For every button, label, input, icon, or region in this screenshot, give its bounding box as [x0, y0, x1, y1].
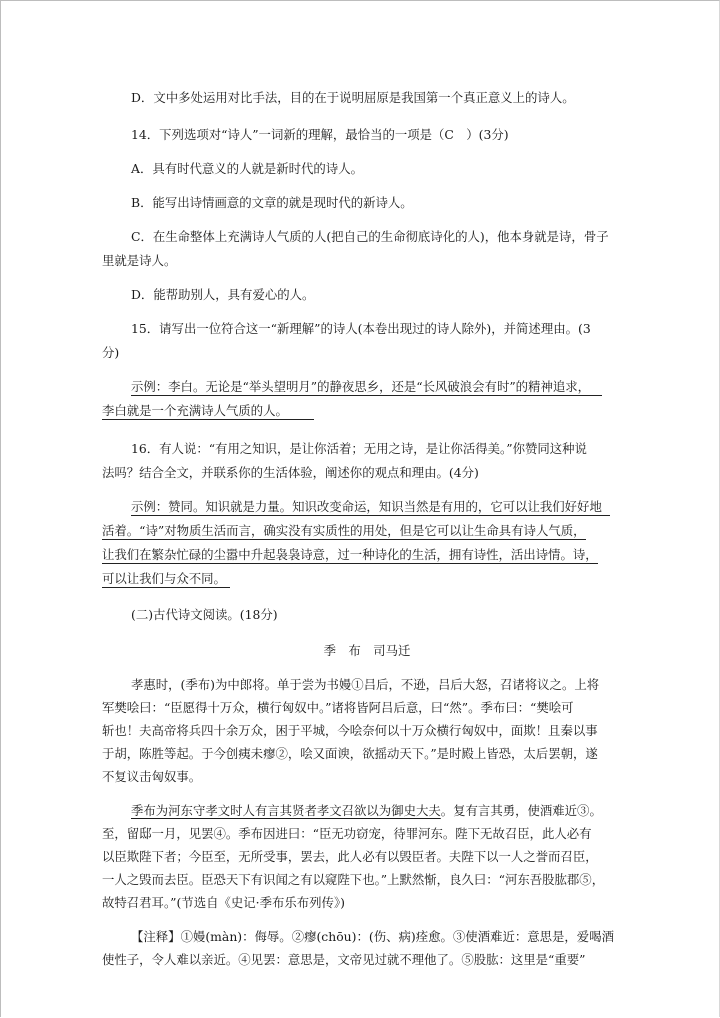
- passage-p1-line1: 孝惠时，(季布)为中郎将。单于尝为书嫚①吕后，不逊，吕后大怒，召诸将议之。上将: [131, 677, 600, 692]
- q14-option-d: D．能帮助别人，具有爱心的人。: [131, 287, 315, 302]
- q16-stem-line2: 法吗？结合全文，并联系你的生活体验，阐述你的观点和理由。(4分): [102, 465, 479, 480]
- passage-p2-line1-rest: 。复有言其勇，使酒难近③。: [440, 803, 602, 818]
- q16-answer-line4: [102, 571, 632, 587]
- notes-line2: 使性子，令人难以亲近。④见罢：意思是，文帝见过就不理他了。⑤股肱：这里是“重要”: [102, 952, 586, 967]
- q14-stem: 14．下列选项对“诗人”一词新的理解，最恰当的一项是（C ）(3分): [131, 127, 509, 142]
- notes-line1: [102, 929, 632, 945]
- q15-answer-line1-text: 示例：李白。无论是“举头望明月”的静夜思乡，还是“长风破浪会有时”的精神追求，: [131, 379, 602, 396]
- notes-line1-text: ①嫚(màn)：侮辱。②瘳(chōu)：(伤、病)痊愈。③使酒难近：意思是，爱喝酒: [180, 929, 614, 944]
- passage-p2-line2: 至，留邸一月，见罢④。季布因进曰：“臣无功窃宠，待罪河东。陛下无故召臣，此人必有: [102, 826, 592, 841]
- passage-p2-line5: 故特召君耳。”(节选自《史记·季布乐布列传》): [102, 895, 345, 910]
- passage-title: 季 布 司马迁: [323, 643, 411, 658]
- passage-p2-line4: 一人之毁而去臣。臣恐天下有识闻之有以窥陛下也。”上默然惭，良久曰：“河东吾股肱郡⑤，: [102, 872, 605, 887]
- q13-option-d: D．文中多处运用对比手法，目的在于说明屈原是我国第一个真正意义上的诗人。: [131, 90, 575, 105]
- q16-answer-line4-text: 可以让我们与众不同。: [102, 571, 230, 588]
- q14-option-b: B．能写出诗情画意的文章的就是现时代的新诗人。: [131, 195, 413, 210]
- q14-option-c-line1: C．在生命整体上充满诗人气质的人(把自己的生命彻底诗化的人)，他本身就是诗，骨子: [131, 229, 609, 244]
- q16-answer-line3-text: 让我们在繁杂忙碌的尘嚣中升起袅袅诗意，过一种诗化的生活，拥有诗性，活出诗情。诗，: [102, 547, 598, 562]
- q14-option-c-line2: 里就是诗人。: [102, 253, 177, 268]
- q15-stem-line2: 分): [102, 345, 120, 360]
- notes-label: 【注释】: [131, 929, 181, 944]
- section-heading: (二)古代诗文阅读。(18分): [131, 607, 278, 622]
- q16-answer-line2-text: 活着。“诗”对物质生活而言，确实没有实质性的用处，但是它可以让生命具有诗人气质，: [102, 523, 586, 538]
- passage-p1-line4: 于胡，陈胜等起。于今创痍未瘳②，哙又面谀，欲摇动天下。”是时殿上皆恐，太后罢朝，遂: [102, 746, 598, 761]
- passage-p2-underlined-sentence: 季布为河东守孝文时人有言其贤者孝文召欲以为御史大夫: [131, 803, 441, 818]
- q15-answer-line2: [102, 403, 632, 419]
- q16-stem-line1: 16．有人说：“有用之知识，是让你活着；无用之诗，是让你活得美。”你赞同这种说: [131, 441, 587, 456]
- q16-answer-line1: [102, 499, 632, 515]
- passage-p1-line2: 军樊哙曰：“臣愿得十万众，横行匈奴中。”诸将皆阿吕后意，曰“然”。季布曰：“樊哙可: [102, 700, 574, 715]
- q15-stem-line1: 15．请写出一位符合这一“新理解”的诗人(本卷出现过的诗人除外)，并简述理由。(3: [131, 321, 591, 336]
- passage-p2-line1: [102, 803, 632, 819]
- q16-answer-line1-text: 示例：赞同。知识就是力量。知识改变命运，知识当然是有用的，它可以让我们好好地: [131, 499, 610, 516]
- passage-p2-line3: 以臣欺陛下者；今臣至，无所受事，罢去，此人必有以毁臣者。夫陛下以一人之誉而召臣，: [102, 849, 598, 864]
- q16-answer-line3: [102, 547, 632, 563]
- passage-p1-line3: 斩也！夫高帝将兵四十余万众，困于平城，今哙奈何以十万众横行匈奴中，面欺！且秦以事: [102, 723, 598, 738]
- q15-answer-line1: [102, 379, 632, 395]
- passage-p1-line5: 不复议击匈奴事。: [102, 769, 202, 784]
- q16-answer-line2: [102, 523, 632, 539]
- document-page: [102, 86, 632, 968]
- q14-option-a: A．具有时代意义的人就是新时代的诗人。: [131, 161, 363, 176]
- q15-answer-line2-text: 李白就是一个充满诗人气质的人。: [102, 403, 314, 420]
